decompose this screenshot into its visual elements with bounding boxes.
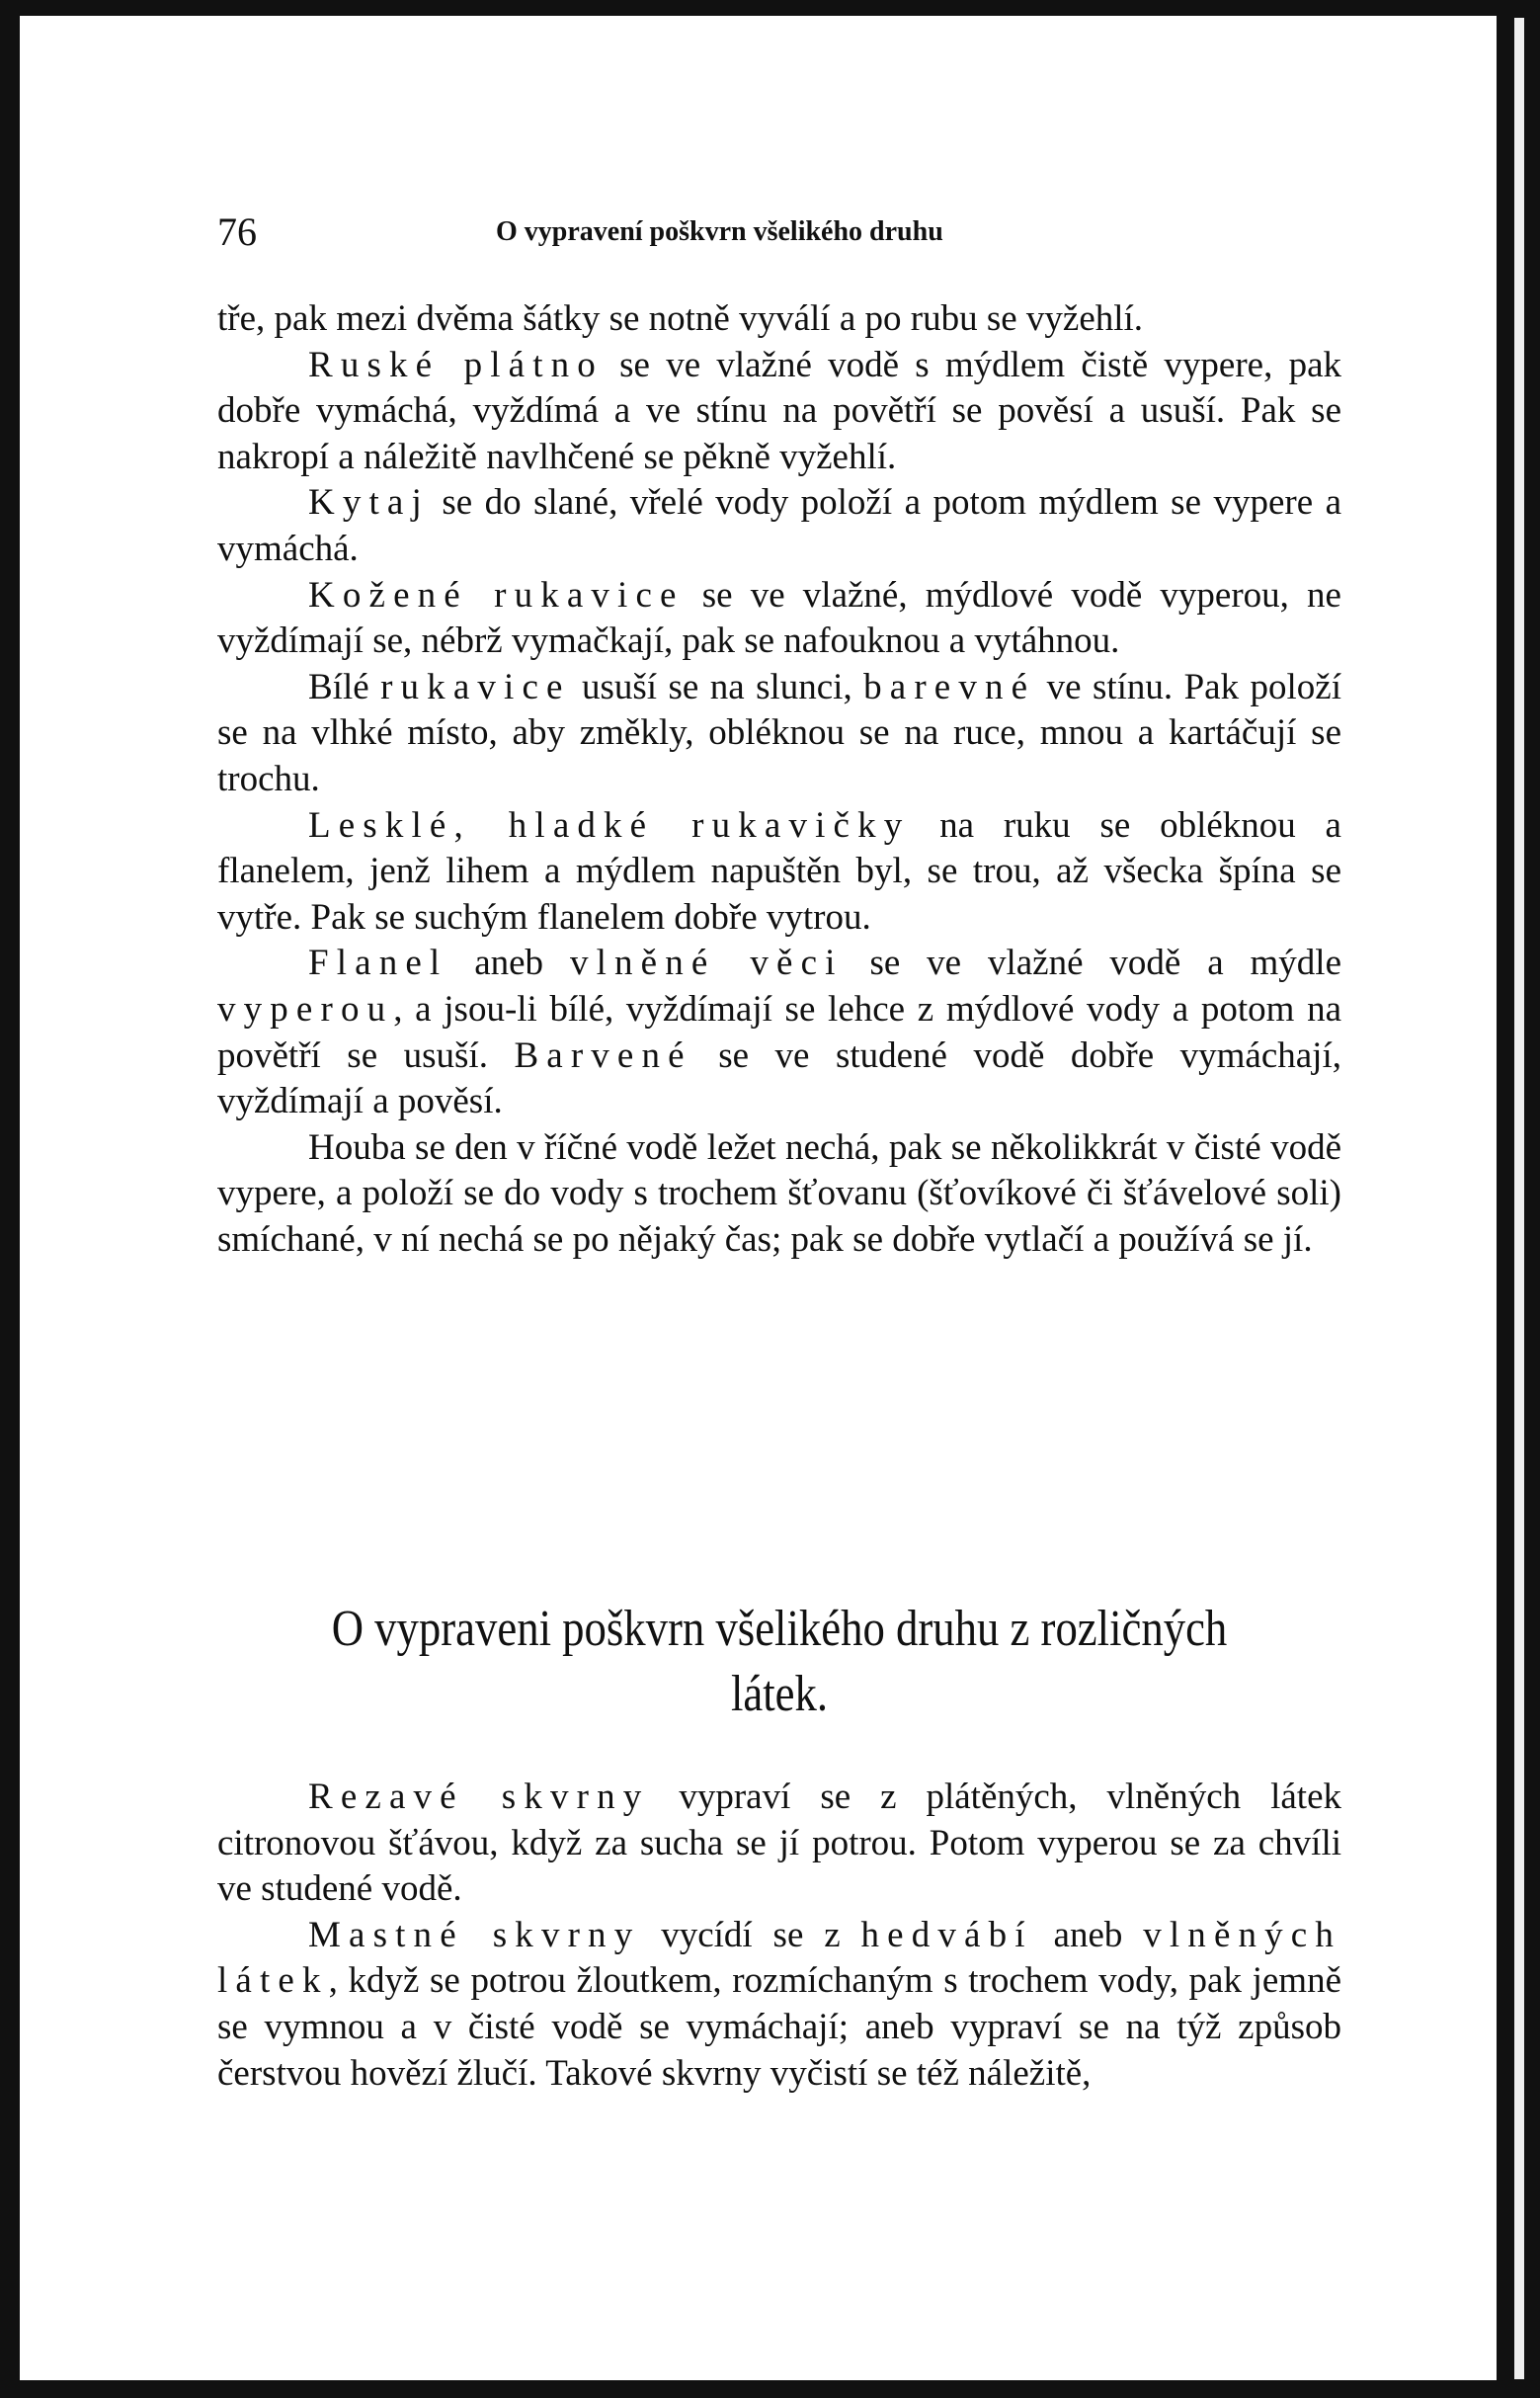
paragraph-text: se ve studené vodě dobře vymáchají, vyždímají a pověsí.: [217, 1034, 1341, 1122]
book-page: [20, 16, 1497, 2380]
paragraph-ruske-platno: [217, 343, 1341, 481]
page-edge: [1514, 18, 1524, 2379]
paragraph-text: vypraví se z plátěných, vlněných látek citronovou šťávou, když za sucha se jí potrou. Potom vyperou se za chvíli ve studené vodě.: [217, 1777, 1341, 1910]
paragraph-text: aneb: [447, 943, 570, 984]
spaced-term: Kytaj: [308, 482, 430, 524]
paragraph-text: , a jsou-li bílé, vyždímají se lehce z mýdlové vody a potom na povětří se usuší.: [217, 988, 1341, 1076]
paragraph-text: aneb: [1032, 1914, 1144, 1955]
spaced-term: vyperou: [217, 988, 394, 1030]
paragraph-text: Houba se den v říčné vodě ležet nechá, pak se několikkrát v čisté vodě vypere, a položí se do vody s trochem šťovanu (šťovíkové či šťávelové soli) smíchané, v ní nechá se po nějaký čas; pak se dobře vytlačí a používá se jí.: [217, 1126, 1341, 1260]
spaced-term: Kožené rukavice: [308, 574, 685, 616]
spaced-term: barevné: [863, 666, 1036, 707]
spaced-term: Lesklé, hladké rukavičky: [308, 804, 911, 846]
spaced-term: Barvené: [514, 1034, 692, 1076]
spaced-term: Flanel: [308, 943, 448, 984]
paragraph-text: se do slané, vřelé vody položí a potom mýdlem se vypere a vymáchá.: [217, 482, 1341, 569]
paragraph-lesle-rukavicky: [217, 803, 1341, 942]
page-header: [217, 208, 1087, 258]
paragraph-mastne-skvrny: [217, 1913, 1341, 2097]
paragraph-bile-rukavice: [217, 665, 1341, 803]
paragraph-text: vycídí se z: [640, 1914, 861, 1955]
paragraph-flanel: [217, 941, 1341, 1124]
spaced-term: vlněných látek: [217, 1914, 1341, 2002]
paragraph-text: se ve vlažné vodě a mýdle: [843, 943, 1341, 984]
running-head: O vypravení poškvrn všelikého druhu: [496, 216, 943, 247]
body-text: [217, 296, 1341, 1263]
spaced-term: hedvábí: [860, 1914, 1033, 1955]
paragraph-houba: [217, 1125, 1341, 1264]
paragraph-text: , když se potrou žloutkem, rozmíchaným s trochem vody, pak jemně se vymnou a v čisté vodě se vymáchají; aneb vypraví se na týž způsob čerstvou hovězí žlučí. Takové skvrny vyčistí se též náležitě,: [217, 1960, 1341, 2094]
paragraph-intro: [217, 296, 1341, 343]
spaced-term: Mastné skvrny: [308, 1914, 641, 1955]
paragraph-text: se ve vlažné vodě s mýdlem čistě vypere, pak dobře vymáchá, vyždímá a ve stínu na povětří se pověsí a usuší. Pak se nakropí a náležitě navlhčené se pěkně vyžehlí.: [217, 344, 1342, 477]
paragraph-kozene-rukavice: [217, 573, 1341, 665]
paragraph-text: ve stínu. Pak položí se na vlhké místo, aby změkly, obléknou se na ruce, mnou a kartáčují se trochu.: [217, 666, 1341, 799]
body-text-section: [217, 1775, 1341, 2097]
paragraph-kytaj: [217, 480, 1341, 572]
paragraph-text: usuší se na slunci,: [570, 666, 864, 707]
spaced-term: rukavice: [380, 666, 571, 707]
spaced-term: Rezavé skvrny: [308, 1777, 650, 1817]
paragraph-rezave-skvrny: [217, 1775, 1341, 1913]
paragraph-text: na ruku se obléknou a flanelem, jenž lihem a mýdlem napuštěn byl, se trou, až všecka špína se vytře. Pak se suchým flanelem dobře vytrou.: [217, 804, 1341, 938]
page-number: 76: [217, 209, 257, 254]
spaced-term: vlněné věci: [569, 943, 844, 984]
spaced-term: Ruské plátno: [308, 344, 604, 385]
section-title: O vypraveni poškvrn všelikého druhu z rozličných látek.: [331, 1601, 1228, 1722]
paragraph-text: tře, pak mezi dvěma šátky se notně vyválí a po rubu se vyžehlí.: [217, 298, 1144, 339]
paragraph-text: se ve vlažné, mýdlové vodě vyperou, ne vyždímají se, nébrž vymačkají, pak se nafouknou a vytáhnou.: [217, 574, 1341, 662]
paragraph-text: Bílé: [308, 666, 381, 707]
